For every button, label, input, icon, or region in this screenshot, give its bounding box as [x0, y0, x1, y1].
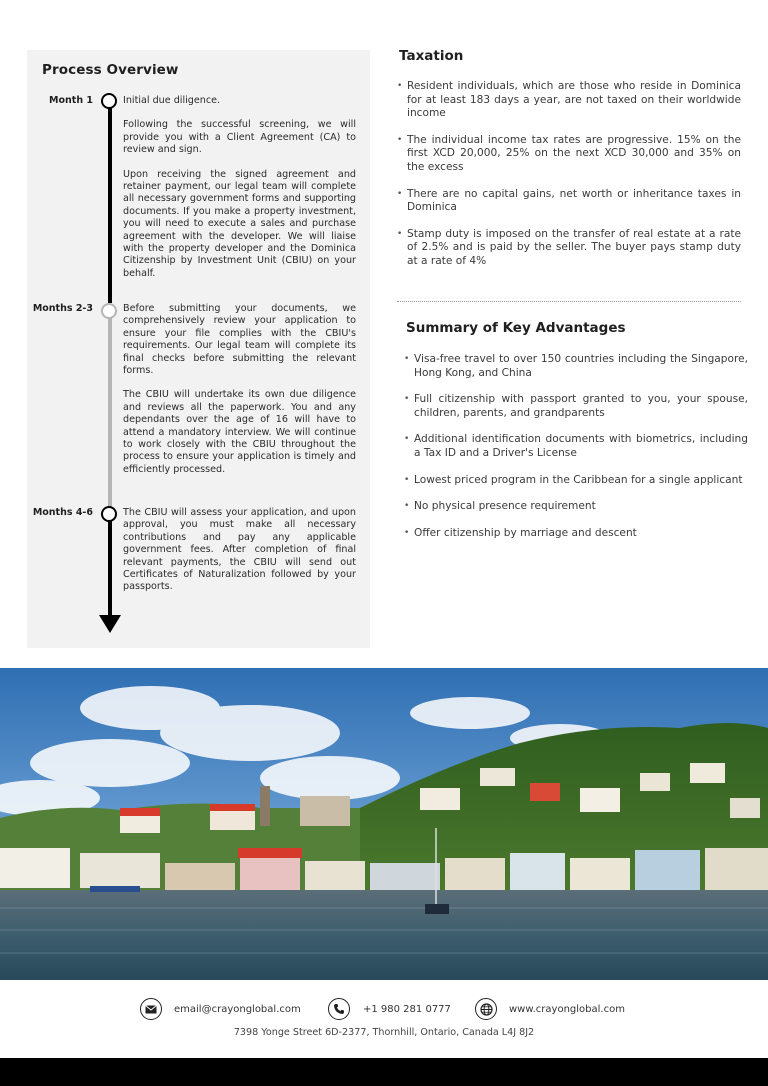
stage-paragraph: The CBIU will undertake its own due diligence and reviews all the paperwork. You and any dependants over the age of 16 will have to attend a mandatory interview. We will continue to work closely with the CBIU throughout the process to ensure your application is timely and efficiently processed.: [123, 389, 356, 475]
stage-text-months-2-3: [123, 303, 356, 488]
process-overview-panel: [27, 50, 370, 648]
taxation-item: • There are no capital gains, net worth or inheritance taxes in Dominica: [397, 188, 741, 215]
advantage-item: • Visa-free travel to over 150 countries including the Singapore, Hong Kong, and China: [404, 353, 748, 380]
stage-text-months-4-6: [123, 507, 356, 606]
stage-label-months-4-6: Months 4-6: [32, 507, 93, 518]
timeline-line-month-1: [108, 107, 112, 303]
stage-label-months-2-3: Months 2-3: [32, 303, 93, 314]
footer-email-link[interactable]: email@crayonglobal.com: [174, 1004, 301, 1015]
stage-paragraph: Following the successful screening, we will provide you with a Client Agreement (CA) to review and sign.: [123, 119, 356, 156]
phone-icon: [328, 998, 350, 1020]
advantage-item: • Additional identification documents with biometrics, including a Tax ID and a Driver's License: [404, 433, 748, 460]
stage-paragraph: Upon receiving the signed agreement and retainer payment, our legal team will complete all necessary government forms and supporting documents. If you make a property investment, you will need to execute a sales and purchase agreement with the developer. We will liaise with the property developer and the Dominica Citizenship by Investment Unit (CBIU) on your behalf.: [123, 168, 356, 279]
process-overview-title: Process Overview: [42, 62, 179, 78]
harbour-photo: [0, 668, 768, 980]
timeline-line-months-2-3: [108, 312, 112, 512]
advantage-item: • Full citizenship with passport granted to you, your spouse, children, parents, and grandparents: [404, 393, 748, 420]
timeline-node-months-4-6: [101, 506, 117, 522]
envelope-icon: [140, 998, 162, 1020]
section-divider: [397, 301, 741, 302]
taxation-item: • Resident individuals, which are those who reside in Dominica for at least 183 days a year, are not taxed on their worldwide income: [397, 80, 741, 121]
timeline-node-month-1: [101, 93, 117, 109]
advantages-title: Summary of Key Advantages: [406, 320, 626, 336]
stage-paragraph: Initial due diligence.: [123, 95, 221, 106]
stage-text-month-1: [123, 95, 356, 292]
timeline-node-months-2-3: [101, 303, 117, 319]
advantages-list: [404, 353, 748, 553]
taxation-title: Taxation: [399, 48, 464, 64]
advantage-item: • Offer citizenship by marriage and descent: [404, 527, 748, 541]
footer-website-link[interactable]: www.crayonglobal.com: [509, 1004, 625, 1015]
bottom-bar: [0, 1058, 768, 1086]
timeline-line-months-4-6: [108, 520, 112, 618]
contact-row: [0, 998, 768, 1024]
stage-label-month-1: Month 1: [49, 95, 93, 106]
taxation-item: • Stamp duty is imposed on the transfer of real estate at a rate of 2.5% and is paid by the seller. The buyer pays stamp duty at a rate of 4%: [397, 228, 741, 269]
footer-phone-link[interactable]: +1 980 281 0777: [363, 1004, 451, 1015]
advantage-item: • No physical presence requirement: [404, 500, 748, 514]
stage-paragraph: The CBIU will assess your application, and upon approval, you must make all necessary contributions and pay any applicable government fees. After completion of final relevant payments, the CBIU will send out Certificates of Naturalization followed by your passports.: [123, 507, 356, 593]
stage-paragraph: Before submitting your documents, we comprehensively review your application to ensure your file complies with the CBIU's requirements. Our legal team will complete its final checks before submitting the relevant forms.: [123, 303, 356, 377]
taxation-item: • The individual income tax rates are progressive. 15% on the first XCD 20,000, 25% on the next XCD 30,000 and 35% on the excess: [397, 134, 741, 175]
footer-address: 7398 Yonge Street 6D-2377, Thornhill, Ontario, Canada L4J 8J2: [233, 1027, 535, 1038]
advantage-item: • Lowest priced program in the Caribbean for a single applicant: [404, 474, 748, 488]
globe-icon: [475, 998, 497, 1020]
taxation-list: [397, 80, 741, 282]
timeline-arrow-icon: [99, 615, 121, 633]
